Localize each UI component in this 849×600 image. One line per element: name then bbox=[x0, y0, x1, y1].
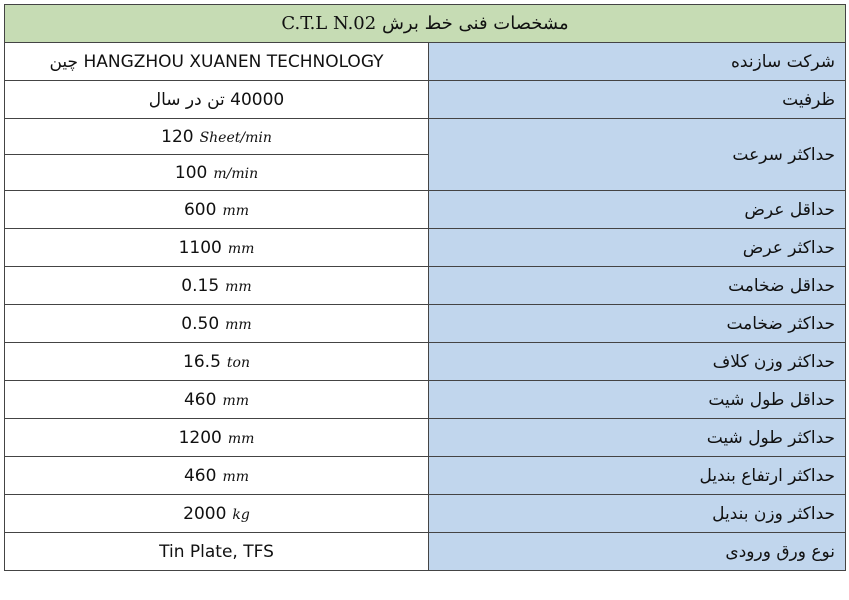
value-max-thickness bbox=[5, 305, 429, 343]
min-width-number: 600 bbox=[183, 199, 217, 220]
value-capacity: 40000 تن در سال bbox=[5, 81, 429, 119]
table-row bbox=[5, 229, 846, 267]
label-max-sheet-length: حداکثر طول شیت bbox=[429, 419, 846, 457]
min-sheet-length-number: 460 bbox=[183, 389, 217, 410]
label-input-sheet-type: نوع ورق ورودی bbox=[429, 533, 846, 571]
table-row bbox=[5, 81, 846, 119]
bundle-height-number: 460 bbox=[183, 465, 217, 486]
bundle-height-unit: mm bbox=[222, 468, 249, 485]
table-row bbox=[5, 191, 846, 229]
table-row bbox=[5, 343, 846, 381]
value-manufacturer: HANGZHOU XUANEN TECHNOLOGY چین bbox=[5, 43, 429, 81]
table-row bbox=[5, 119, 846, 155]
value-max-speed-line bbox=[5, 155, 429, 191]
table-row bbox=[5, 419, 846, 457]
value-max-coil-weight bbox=[5, 343, 429, 381]
max-thickness-unit: mm bbox=[225, 316, 252, 333]
label-max-speed: حداکثر سرعت bbox=[429, 119, 846, 191]
label-min-thickness: حداقل ضخامت bbox=[429, 267, 846, 305]
max-sheet-length-unit: mm bbox=[227, 430, 255, 447]
label-manufacturer: شرکت سازنده bbox=[429, 43, 846, 81]
value-max-speed-sheet bbox=[5, 119, 429, 155]
min-sheet-length-unit: mm bbox=[222, 392, 249, 409]
value-min-thickness bbox=[5, 267, 429, 305]
max-thickness-number: 0.50 bbox=[181, 313, 220, 334]
coil-weight-unit: ton bbox=[226, 354, 250, 371]
speed-sheet-number: 120 bbox=[161, 126, 194, 147]
table-row bbox=[5, 495, 846, 533]
max-width-unit: mm bbox=[227, 240, 255, 257]
speed-line-unit: m/min bbox=[213, 165, 259, 182]
table-row bbox=[5, 43, 846, 81]
table-row bbox=[5, 381, 846, 419]
value-max-bundle-height bbox=[5, 457, 429, 495]
speed-line-number: 100 bbox=[174, 162, 208, 183]
max-width-number: 1100 bbox=[178, 237, 222, 258]
table-row bbox=[5, 457, 846, 495]
speed-sheet-unit: Sheet/min bbox=[199, 129, 272, 146]
value-max-width bbox=[5, 229, 429, 267]
bundle-weight-number: 2000 bbox=[183, 503, 227, 524]
value-max-sheet-length bbox=[5, 419, 429, 457]
label-max-thickness: حداکثر ضخامت bbox=[429, 305, 846, 343]
coil-weight-number: 16.5 bbox=[183, 351, 221, 372]
table-title: مشخصات فنی خط برش C.T.L N.02 bbox=[5, 5, 846, 43]
value-min-sheet-length bbox=[5, 381, 429, 419]
min-thickness-number: 0.15 bbox=[181, 275, 220, 296]
table-row bbox=[5, 267, 846, 305]
label-capacity: ظرفیت bbox=[429, 81, 846, 119]
max-sheet-length-number: 1200 bbox=[178, 427, 222, 448]
label-max-bundle-weight: حداکثر وزن بندیل bbox=[429, 495, 846, 533]
label-max-width: حداکثر عرض bbox=[429, 229, 846, 267]
value-input-sheet-type: Tin Plate, TFS bbox=[5, 533, 429, 571]
value-min-width bbox=[5, 191, 429, 229]
bundle-weight-unit: kg bbox=[232, 506, 250, 523]
label-min-width: حداقل عرض bbox=[429, 191, 846, 229]
min-thickness-unit: mm bbox=[225, 278, 252, 295]
label-min-sheet-length: حداقل طول شیت bbox=[429, 381, 846, 419]
value-max-bundle-weight bbox=[5, 495, 429, 533]
title-row bbox=[5, 5, 846, 43]
label-max-coil-weight: حداکثر وزن کلاف bbox=[429, 343, 846, 381]
table-row bbox=[5, 533, 846, 571]
table-row bbox=[5, 305, 846, 343]
label-max-bundle-height: حداکثر ارتفاع بندیل bbox=[429, 457, 846, 495]
min-width-unit: mm bbox=[222, 202, 249, 219]
spec-table bbox=[4, 4, 846, 571]
